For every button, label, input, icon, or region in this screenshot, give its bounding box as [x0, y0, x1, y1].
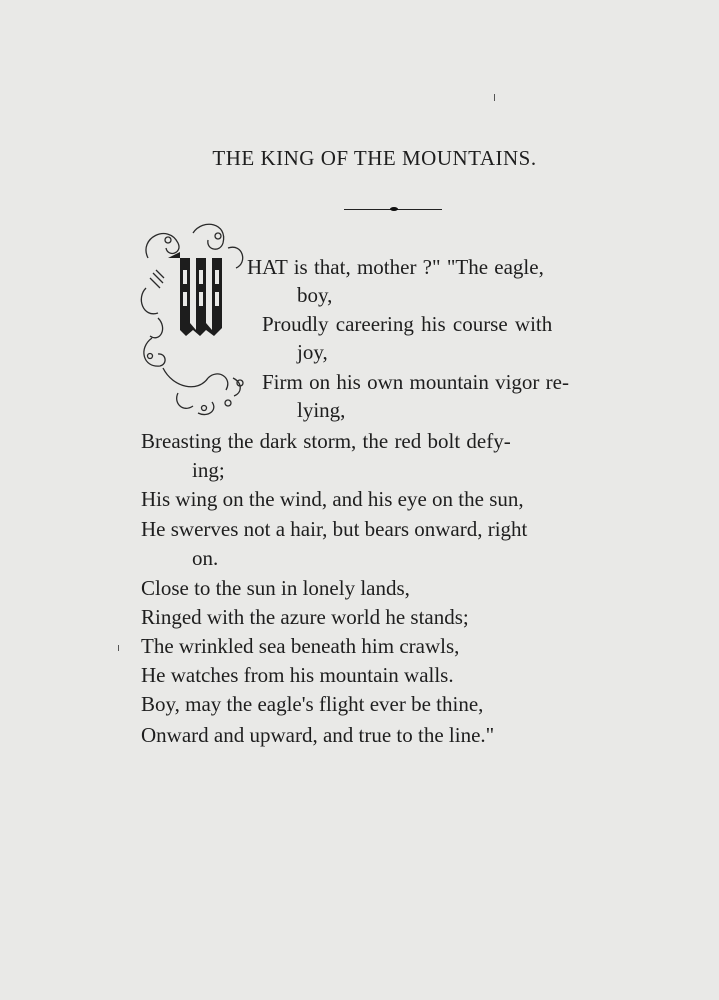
poem-line: Ringed with the azure world he stands;	[141, 605, 469, 629]
poem-line: He swerves not a hair, but bears onward, right	[141, 517, 528, 541]
poem-line: Onward and upward, and true to the line."	[141, 723, 495, 747]
ornamental-rule	[344, 209, 442, 211]
poem-line: Boy, may the eagle's flight ever be thine,	[141, 692, 484, 716]
decorated-initial-w	[138, 218, 250, 418]
poem-line: The wrinkled sea beneath him crawls,	[141, 634, 460, 658]
poem-line: lying,	[297, 398, 346, 422]
poem-line: boy,	[297, 283, 333, 307]
page-title: THE KING OF THE MOUNTAINS.	[212, 146, 537, 170]
poem-line: Firm on his own mountain vigor re-	[262, 370, 569, 394]
poem-line: Close to the sun in lonely lands,	[141, 576, 410, 600]
poem-line: His wing on the wind, and his eye on the sun,	[141, 487, 524, 511]
poem-line: joy,	[297, 340, 328, 364]
print-speck	[118, 645, 119, 651]
print-speck	[494, 94, 495, 101]
poem-line: on.	[192, 546, 219, 570]
poem-line: HAT is that, mother ?" "The eagle,	[247, 255, 544, 279]
poem-line: Proudly careering his course with	[262, 312, 553, 336]
poem-line: He watches from his mountain walls.	[141, 663, 454, 687]
poem-line: ing;	[192, 458, 225, 482]
poem-line: Breasting the dark storm, the red bolt defy-	[141, 429, 511, 453]
